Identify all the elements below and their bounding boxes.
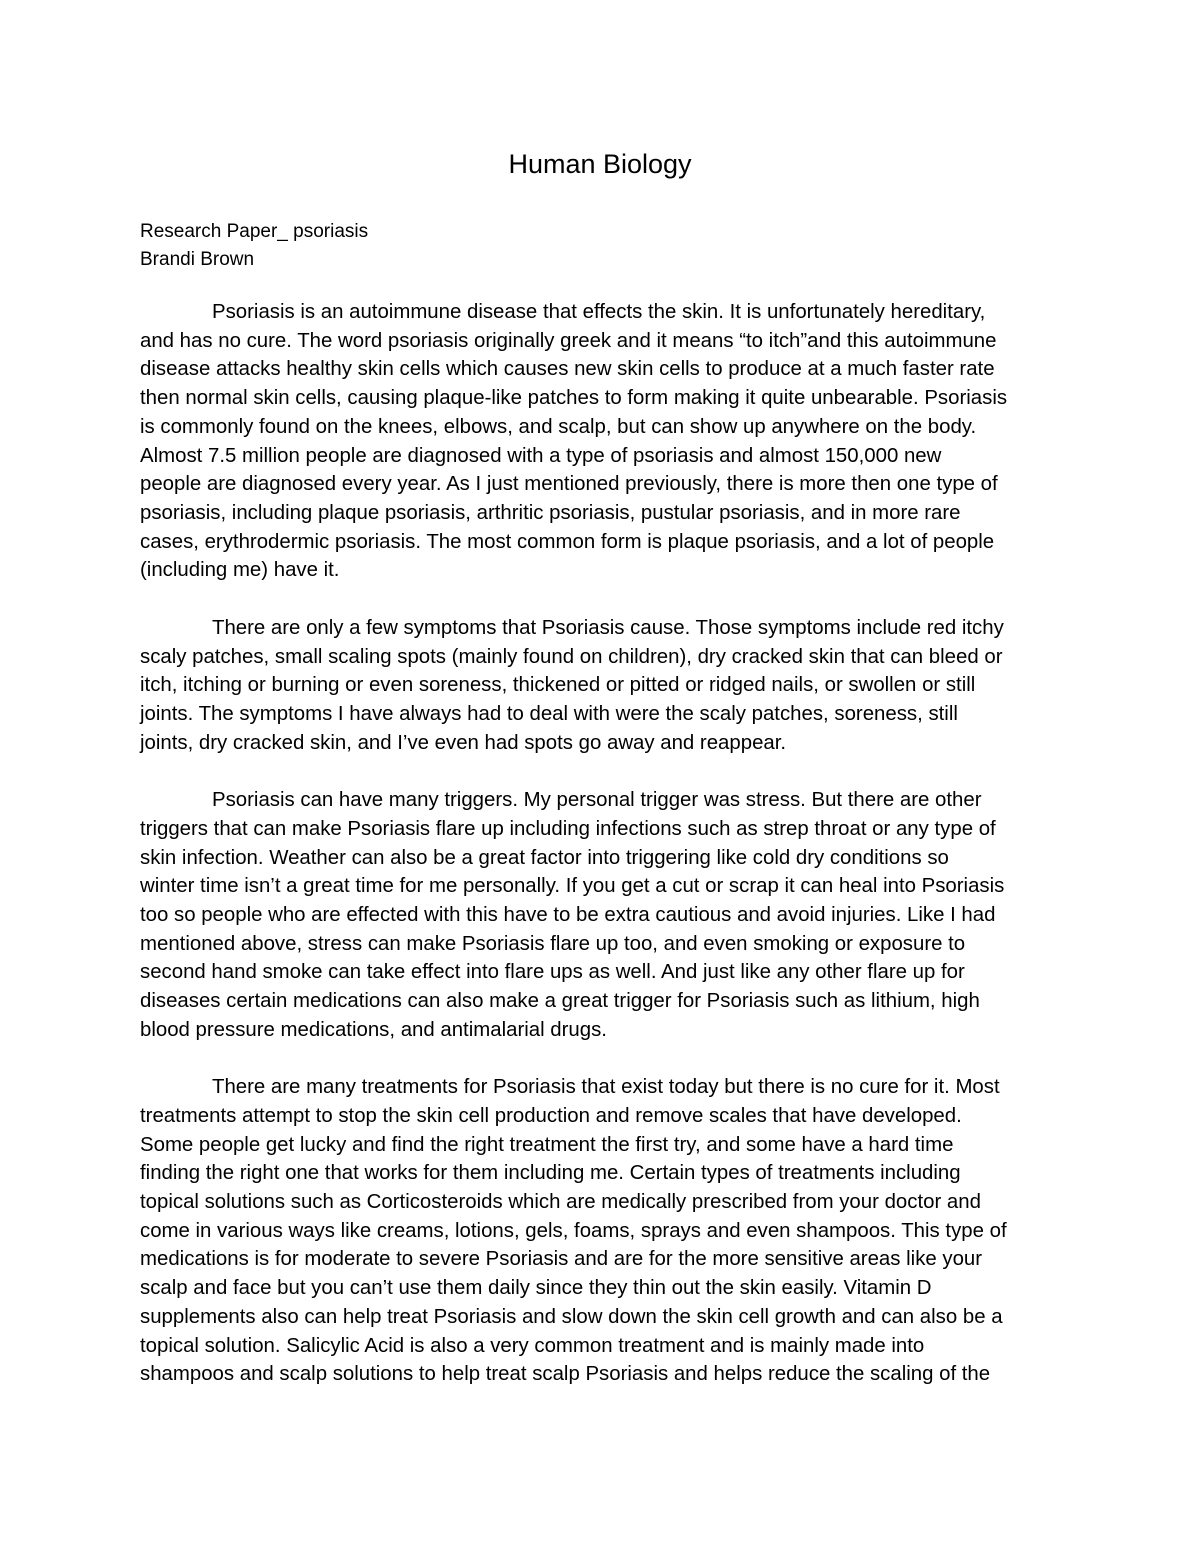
- paragraph-line: topical solution. Salicylic Acid is also a very common treatment and is mainly made into: [140, 1334, 925, 1357]
- paragraph-line: is commonly found on the knees, elbows, and scalp, but can show up anywhere on the body.: [140, 415, 977, 438]
- paragraph-line: mentioned above, stress can make Psoriasis flare up too, and even smoking or exposure to: [140, 932, 966, 955]
- paragraph-line: treatments attempt to stop the skin cell production and remove scales that have developed.: [140, 1104, 962, 1127]
- paragraph-line: supplements also can help treat Psoriasis and slow down the skin cell growth and can also be a: [140, 1305, 1003, 1328]
- paragraph-line: cases, erythrodermic psoriasis. The most common form is plaque psoriasis, and a lot of people: [140, 530, 995, 553]
- paragraph-line: disease attacks healthy skin cells which causes new skin cells to produce at a much faster rate: [140, 358, 995, 381]
- paragraph-line: There are only a few symptoms that Psoriasis cause. Those symptoms include red itchy: [212, 616, 1004, 639]
- document-title: Human Biology: [508, 149, 692, 179]
- document-author: Brandi Brown: [140, 249, 255, 270]
- paragraph-line: itch, itching or burning or even soreness, thickened or pitted or ridged nails, or swollen or still: [140, 674, 976, 697]
- paragraph-line: and has no cure. The word psoriasis originally greek and it means “to itch”and this autoimmune: [140, 329, 997, 352]
- paragraph-line: come in various ways like creams, lotions, gels, foams, sprays and even shampoos. This type of: [140, 1219, 1007, 1242]
- paragraph-line: scaly patches, small scaling spots (mainly found on children), dry cracked skin that can bleed or: [140, 645, 1003, 668]
- paragraph-line: joints. The symptoms I have always had to deal with were the scaly patches, soreness, still: [140, 702, 958, 725]
- paragraph-line: joints, dry cracked skin, and I’ve even had spots go away and reappear.: [140, 731, 787, 754]
- paragraph-line: Psoriasis is an autoimmune disease that effects the skin. It is unfortunately hereditary,: [212, 301, 986, 323]
- paragraph-line: people are diagnosed every year. As I just mentioned previously, there is more then one type of: [140, 473, 998, 496]
- paragraph-1: [140, 298, 1060, 585]
- paragraph-line: medications is for moderate to severe Psoriasis and are for the more sensitive areas like your: [140, 1248, 983, 1271]
- paragraph-2: [140, 614, 1060, 758]
- paragraph-line: blood pressure medications, and antimalarial drugs.: [140, 1018, 607, 1041]
- paragraph-line: psoriasis, including plaque psoriasis, arthritic psoriasis, pustular psoriasis, and in more rare: [140, 501, 961, 524]
- paragraph-line: (including me) have it.: [140, 559, 340, 582]
- paragraph-line: scalp and face but you can’t use them daily since they thin out the skin easily. Vitamin D: [140, 1277, 932, 1300]
- paragraph-line: Psoriasis can have many triggers. My personal trigger was stress. But there are other: [212, 789, 982, 812]
- paragraph-line: Some people get lucky and find the right treatment the first try, and some have a hard time: [140, 1133, 954, 1156]
- paragraph-line: finding the right one that works for them including me. Certain types of treatments including: [140, 1162, 961, 1185]
- paragraph-line: then normal skin cells, causing plaque-like patches to form making it quite unbearable. Psoriasis: [140, 387, 1008, 410]
- paragraph-line: diseases certain medications can also make a great trigger for Psoriasis such as lithium, high: [140, 990, 980, 1013]
- paragraph-line: skin infection. Weather can also be a great factor into triggering like cold dry conditions so: [140, 846, 949, 869]
- paragraph-line: winter time isn’t a great time for me personally. If you get a cut or scrap it can heal into Psoriasis: [140, 875, 1005, 898]
- document-subtitle: Research Paper_ psoriasis: [140, 221, 369, 242]
- document-body: [140, 298, 1060, 1418]
- paragraph-4: [140, 1073, 1060, 1389]
- paragraph-line: too so people who are effected with this have to be extra cautious and avoid injuries. Like I had: [140, 903, 996, 926]
- paragraph-3: [140, 786, 1060, 1044]
- paragraph-line: topical solutions such as Corticosteroids which are medically prescribed from your doctor and: [140, 1191, 981, 1214]
- paragraph-line: Almost 7.5 million people are diagnosed with a type of psoriasis and almost 150,000 new: [140, 444, 942, 467]
- paragraph-line: second hand smoke can take effect into flare ups as well. And just like any other flare up for: [140, 961, 965, 984]
- paragraph-line: shampoos and scalp solutions to help treat scalp Psoriasis and helps reduce the scaling of the: [140, 1363, 991, 1386]
- paragraph-line: There are many treatments for Psoriasis that exist today but there is no cure for it. Most: [212, 1076, 1000, 1099]
- paragraph-line: triggers that can make Psoriasis flare up including infections such as strep throat or any type of: [140, 817, 996, 840]
